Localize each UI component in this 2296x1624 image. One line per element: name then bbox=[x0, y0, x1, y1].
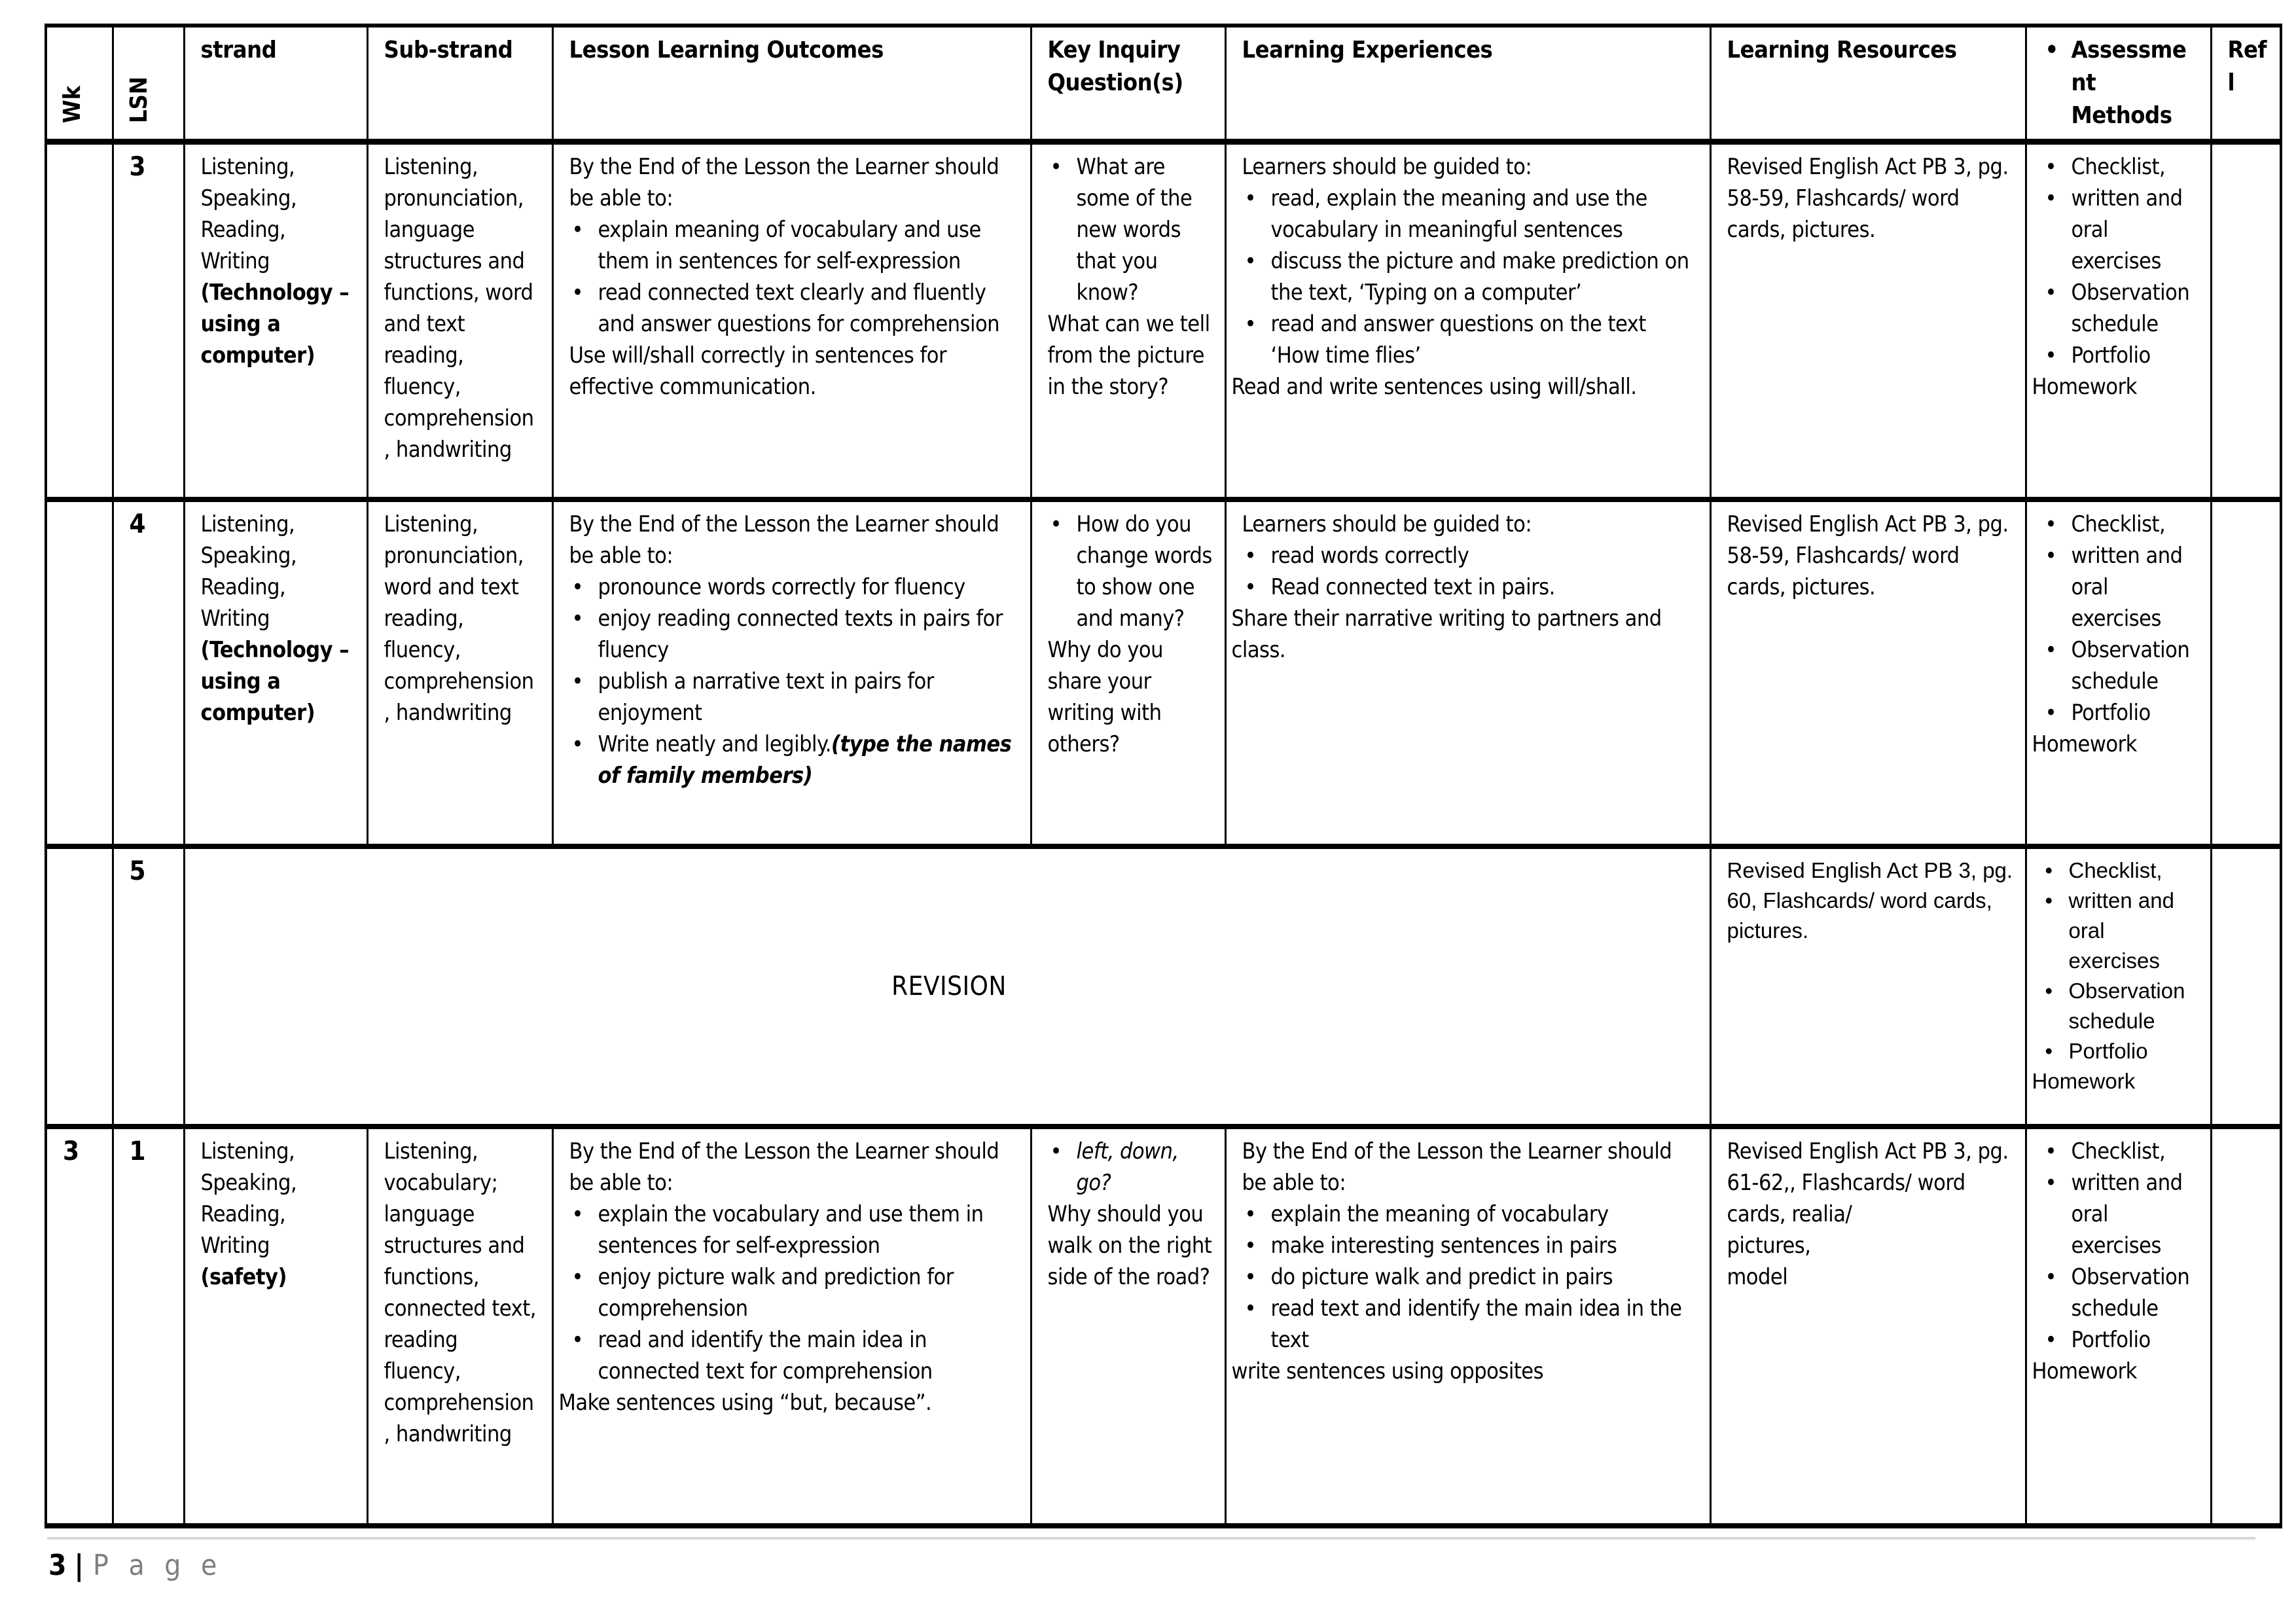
paragraph bbox=[1048, 151, 1213, 308]
text-segment: read, explain the meaning and use the vocabulary in meaningful sentences bbox=[1270, 185, 1647, 243]
paragraph bbox=[384, 1136, 540, 1450]
paragraph bbox=[569, 603, 1018, 666]
cell-resources bbox=[1710, 1127, 2026, 1526]
text-segment: Revised English Act PB 3, pg. 58-59, Flashcards/ word cards, pictures. bbox=[1727, 154, 2009, 243]
header-sub-strand bbox=[367, 26, 552, 142]
text-segment: By the End of the Lesson the Learner should be able to: bbox=[569, 511, 999, 569]
paragraph bbox=[2043, 340, 2198, 371]
text-segment: By the End of the Lesson the Learner should be able to: bbox=[569, 154, 999, 211]
header-outcomes-label: Lesson Learning Outcomes bbox=[569, 37, 884, 63]
paragraph bbox=[2043, 976, 2198, 1036]
cell-wk bbox=[46, 846, 113, 1127]
text-segment: What can we tell from the picture in the story? bbox=[1047, 311, 1210, 400]
text-segment: Write neatly and legibly. bbox=[598, 731, 831, 757]
text-segment: read and identify the main idea in connected text for comprehension bbox=[598, 1326, 933, 1384]
text-segment: (Technology – using a computer) bbox=[200, 280, 350, 369]
paragraph bbox=[2043, 1136, 2198, 1167]
text-segment: enjoy picture walk and prediction for comprehension bbox=[598, 1263, 954, 1322]
cell-lsn bbox=[113, 142, 184, 499]
paragraph bbox=[569, 666, 1018, 729]
header-refl-label: Refl bbox=[2227, 37, 2267, 96]
cell-wk bbox=[46, 142, 113, 499]
text-segment: Portfolio bbox=[2071, 342, 2151, 369]
paragraph bbox=[569, 151, 1018, 214]
header-outcomes bbox=[552, 26, 1031, 142]
text-segment: Observation schedule bbox=[2068, 978, 2185, 1033]
paragraph bbox=[2043, 886, 2198, 976]
paragraph bbox=[569, 1261, 1018, 1324]
text-segment: Checklist, bbox=[2071, 1138, 2166, 1164]
text-segment: Portfolio bbox=[2068, 1038, 2148, 1063]
cell-strand bbox=[184, 1127, 367, 1526]
text-segment: Learners should be guided to: bbox=[1242, 511, 1532, 537]
cell-wk bbox=[46, 1127, 113, 1526]
cell-assessment bbox=[2026, 1127, 2211, 1526]
cell-outcomes bbox=[552, 499, 1031, 846]
text-segment: read text and identify the main idea in the text bbox=[1270, 1295, 1682, 1353]
text-segment: do picture walk and predict in pairs bbox=[1270, 1263, 1613, 1290]
paragraph bbox=[569, 340, 1018, 403]
text-segment: Listening, pronunciation, word and text reading, fluency, comprehension, handwriting bbox=[384, 511, 534, 726]
text-segment: Listening, Speaking, Reading, Writing bbox=[200, 154, 297, 274]
paragraph bbox=[1242, 308, 1698, 371]
paragraph bbox=[2043, 183, 2198, 277]
paragraph bbox=[1232, 603, 1698, 666]
text-segment: 3 bbox=[129, 152, 146, 182]
row-lesson-3 bbox=[46, 142, 2281, 499]
header-key-inquiry-label: Key Inquiry Question(s) bbox=[1047, 37, 1183, 96]
paragraph bbox=[1727, 1261, 2013, 1293]
cell-revision bbox=[184, 846, 1710, 1127]
cell-key-inquiry bbox=[1031, 499, 1225, 846]
text-segment: By the End of the Lesson the Learner should be able to: bbox=[1242, 1138, 1672, 1196]
text-segment: Share their narrative writing to partners and class. bbox=[1231, 605, 1662, 663]
header-assessment bbox=[2026, 26, 2211, 142]
header-experiences-label: Learning Experiences bbox=[1242, 37, 1493, 63]
text-segment: Why do you share your writing with others? bbox=[1047, 636, 1163, 757]
paragraph bbox=[1242, 183, 1698, 245]
cell-experiences bbox=[1225, 1127, 1710, 1526]
paragraph bbox=[2043, 1036, 2198, 1066]
text-segment: model bbox=[1727, 1263, 1788, 1290]
paragraph bbox=[2043, 1167, 2198, 1261]
paragraph bbox=[569, 571, 1018, 603]
cell-key-inquiry bbox=[1031, 142, 1225, 499]
text-segment: Homework bbox=[2032, 374, 2137, 400]
text-segment: explain meaning of vocabulary and use them in sentences for self-expression bbox=[598, 217, 981, 274]
paragraph bbox=[1242, 509, 1698, 540]
table-header-row bbox=[46, 26, 2281, 142]
paragraph bbox=[569, 509, 1018, 571]
text-segment: How do you change words to show one and many? bbox=[1076, 511, 1212, 632]
header-lsn-label: LSN bbox=[125, 76, 152, 123]
cell-assessment bbox=[2026, 499, 2211, 846]
text-segment: Why should you walk on the right side of the road? bbox=[1047, 1200, 1212, 1290]
cell-experiences bbox=[1225, 499, 1710, 846]
text-segment: Observation schedule bbox=[2071, 636, 2190, 695]
cell-assessment bbox=[2026, 142, 2211, 499]
text-segment: 5 bbox=[129, 856, 146, 886]
footer-page-number: 3 bbox=[48, 1549, 67, 1582]
header-resources-label: Learning Resources bbox=[1727, 37, 1957, 63]
paragraph bbox=[1242, 151, 1698, 183]
cell-refl bbox=[2211, 499, 2281, 846]
text-segment: Revised English Act PB 3, pg. 61-62,, Flashcards/ word cards, realia/ bbox=[1727, 1138, 2009, 1227]
footer-separator: | bbox=[74, 1549, 84, 1582]
text-segment: publish a narrative text in pairs for enjoyment bbox=[598, 668, 934, 726]
text-segment: Checklist, bbox=[2071, 511, 2166, 537]
cell-resources bbox=[1710, 499, 2026, 846]
paragraph bbox=[384, 509, 540, 729]
paragraph bbox=[2043, 151, 2198, 183]
paragraph bbox=[2032, 1356, 2198, 1387]
paragraph bbox=[569, 1199, 1018, 1261]
paragraph bbox=[1048, 1136, 1213, 1199]
table-body bbox=[46, 142, 2281, 1526]
cell-sub-strand bbox=[367, 142, 552, 499]
text-segment: write sentences using opposites bbox=[1231, 1358, 1544, 1384]
paragraph bbox=[201, 509, 355, 729]
text-segment: Portfolio bbox=[2071, 699, 2151, 726]
text-segment: 1 bbox=[129, 1136, 146, 1166]
text-segment: Make sentences using “but, because”. bbox=[558, 1389, 932, 1416]
cell-experiences bbox=[1225, 142, 1710, 499]
row-lesson-4 bbox=[46, 499, 2281, 846]
paragraph bbox=[569, 214, 1018, 277]
page-footer bbox=[48, 1549, 223, 1583]
text-segment: REVISION bbox=[891, 971, 1007, 1001]
text-segment: pronounce words correctly for fluency bbox=[598, 573, 965, 600]
text-segment: Revised English Act PB 3, pg. 58-59, Flashcards/ word cards, pictures. bbox=[1727, 511, 2009, 600]
text-segment: By the End of the Lesson the Learner should be able to: bbox=[569, 1138, 999, 1196]
text-segment: Listening, pronunciation, language structures and functions, word and text reading, fluency, comprehension, handwriting bbox=[384, 154, 534, 463]
text-segment: 3 bbox=[63, 1136, 79, 1166]
text-segment: Homework bbox=[2032, 1358, 2137, 1384]
text-segment: Listening, vocabulary; language structures and functions, connected text, reading fluency, comprehension , handwriting bbox=[384, 1138, 536, 1447]
text-segment: Observation schedule bbox=[2071, 1263, 2190, 1322]
text-segment: Homework bbox=[2032, 1068, 2136, 1093]
paragraph bbox=[1048, 308, 1213, 403]
paragraph bbox=[130, 856, 171, 887]
header-refl bbox=[2211, 26, 2281, 142]
paragraph bbox=[201, 971, 1698, 1002]
paragraph bbox=[559, 1387, 1018, 1418]
text-segment: enjoy reading connected texts in pairs for fluency bbox=[598, 605, 1003, 663]
paragraph bbox=[384, 151, 540, 465]
text-segment: make interesting sentences in pairs bbox=[1270, 1232, 1617, 1259]
text-segment: Listening, Speaking, Reading, Writing bbox=[200, 511, 297, 632]
cell-lsn bbox=[113, 846, 184, 1127]
text-segment: Portfolio bbox=[2071, 1326, 2151, 1353]
text-segment: Homework bbox=[2032, 731, 2137, 757]
text-segment: explain the vocabulary and use them in sentences for self-expression bbox=[598, 1200, 984, 1259]
paragraph bbox=[2043, 540, 2198, 634]
cell-refl bbox=[2211, 1127, 2281, 1526]
paragraph bbox=[2043, 1324, 2198, 1356]
text-segment: (type the names of family members) bbox=[598, 731, 1012, 789]
header-wk-label: Wk bbox=[59, 85, 86, 123]
text-segment: Checklist, bbox=[2068, 857, 2162, 882]
text-segment: 4 bbox=[129, 509, 146, 539]
text-segment: read and answer questions on the text ‘How time flies’ bbox=[1270, 311, 1646, 369]
text-segment: left, down, go? bbox=[1076, 1138, 1179, 1196]
paragraph bbox=[2043, 1261, 2198, 1324]
paragraph bbox=[1242, 1230, 1698, 1261]
text-segment: (safety) bbox=[200, 1263, 287, 1290]
paragraph bbox=[63, 1136, 100, 1167]
paragraph bbox=[2032, 371, 2198, 403]
cell-sub-strand bbox=[367, 1127, 552, 1526]
text-segment: written and oral exercises bbox=[2071, 1169, 2183, 1259]
text-segment: discuss the picture and make prediction on the text, ‘Typing on a computer’ bbox=[1270, 248, 1689, 306]
paragraph bbox=[1242, 245, 1698, 308]
paragraph bbox=[1727, 856, 2013, 946]
text-segment: What are some of the new words that you know? bbox=[1076, 154, 1193, 306]
text-segment: (Technology – using a computer) bbox=[200, 636, 350, 726]
footer-page-label: P a g e bbox=[93, 1549, 223, 1582]
paragraph bbox=[2043, 277, 2198, 340]
cell-outcomes bbox=[552, 1127, 1031, 1526]
header-key-inquiry bbox=[1031, 26, 1225, 142]
text-segment: written and oral exercises bbox=[2071, 185, 2183, 274]
header-lsn bbox=[113, 26, 184, 142]
cell-lsn bbox=[113, 499, 184, 846]
paragraph bbox=[201, 1136, 355, 1293]
paragraph bbox=[1727, 509, 2013, 603]
row-week-3-lesson-1 bbox=[46, 1127, 2281, 1526]
cell-outcomes bbox=[552, 142, 1031, 499]
cell-refl bbox=[2211, 846, 2281, 1127]
text-segment: written and oral exercises bbox=[2071, 542, 2183, 632]
cell-resources bbox=[1710, 846, 2026, 1127]
paragraph bbox=[1727, 1136, 2013, 1230]
text-segment: Learners should be guided to: bbox=[1242, 154, 1532, 180]
header-resources bbox=[1710, 26, 2026, 142]
paragraph bbox=[1048, 634, 1213, 760]
text-segment: Use will/shall correctly in sentences for effective communication. bbox=[569, 342, 947, 400]
paragraph bbox=[1242, 1136, 1698, 1199]
paragraph bbox=[201, 151, 355, 371]
paragraph bbox=[1727, 151, 2013, 245]
cell-lsn bbox=[113, 1127, 184, 1526]
header-strand bbox=[184, 26, 367, 142]
paragraph bbox=[130, 509, 171, 540]
text-segment: read words correctly bbox=[1270, 542, 1469, 569]
paragraph bbox=[1232, 371, 1698, 403]
paragraph bbox=[1242, 1199, 1698, 1230]
paragraph bbox=[2043, 634, 2198, 697]
text-segment: Read connected text in pairs. bbox=[1270, 573, 1555, 600]
paragraph bbox=[130, 1136, 171, 1167]
paragraph bbox=[2043, 856, 2198, 886]
paragraph bbox=[2032, 1066, 2198, 1096]
cell-resources bbox=[1710, 142, 2026, 499]
cell-sub-strand bbox=[367, 499, 552, 846]
header-wk bbox=[46, 26, 113, 142]
row-lesson-5-revision bbox=[46, 846, 2281, 1127]
paragraph bbox=[1727, 1230, 2013, 1261]
text-segment: pictures, bbox=[1727, 1232, 1811, 1259]
paragraph bbox=[1048, 1199, 1213, 1293]
paragraph bbox=[1048, 509, 1213, 634]
footer-divider-line bbox=[47, 1537, 2255, 1540]
paragraph bbox=[569, 729, 1018, 791]
paragraph bbox=[1232, 1356, 1698, 1387]
paragraph bbox=[1242, 571, 1698, 603]
cell-refl bbox=[2211, 142, 2281, 499]
text-segment: written and oral exercises bbox=[2068, 888, 2174, 973]
paragraph bbox=[569, 277, 1018, 340]
paragraph bbox=[1242, 1293, 1698, 1356]
text-segment: Checklist, bbox=[2071, 154, 2166, 180]
header-sub-strand-label: Sub-strand bbox=[384, 37, 513, 63]
paragraph bbox=[130, 151, 171, 183]
paragraph bbox=[569, 1324, 1018, 1387]
cell-strand bbox=[184, 142, 367, 499]
scheme-of-work-table bbox=[45, 24, 2282, 1528]
paragraph bbox=[2043, 509, 2198, 540]
cell-key-inquiry bbox=[1031, 1127, 1225, 1526]
text-segment: Listening, Speaking, Reading, Writing bbox=[200, 1138, 297, 1259]
header-assessment-label: Assessment Methods bbox=[2071, 37, 2187, 129]
paragraph bbox=[1242, 540, 1698, 571]
paragraph bbox=[1242, 1261, 1698, 1293]
text-segment: read connected text clearly and fluently and answer questions for comprehension bbox=[598, 280, 1000, 337]
paragraph bbox=[569, 1136, 1018, 1199]
paragraph bbox=[2043, 697, 2198, 729]
header-experiences bbox=[1225, 26, 1710, 142]
cell-wk bbox=[46, 499, 113, 846]
cell-strand bbox=[184, 499, 367, 846]
paragraph bbox=[2032, 729, 2198, 760]
cell-assessment bbox=[2026, 846, 2211, 1127]
header-strand-label: strand bbox=[200, 37, 277, 63]
text-segment: explain the meaning of vocabulary bbox=[1270, 1200, 1609, 1227]
text-segment: Read and write sentences using will/shall. bbox=[1231, 374, 1637, 400]
text-segment: Revised English Act PB 3, pg. 60, Flashcards/ word cards, pictures. bbox=[1727, 857, 2013, 943]
text-segment: Observation schedule bbox=[2071, 280, 2190, 337]
